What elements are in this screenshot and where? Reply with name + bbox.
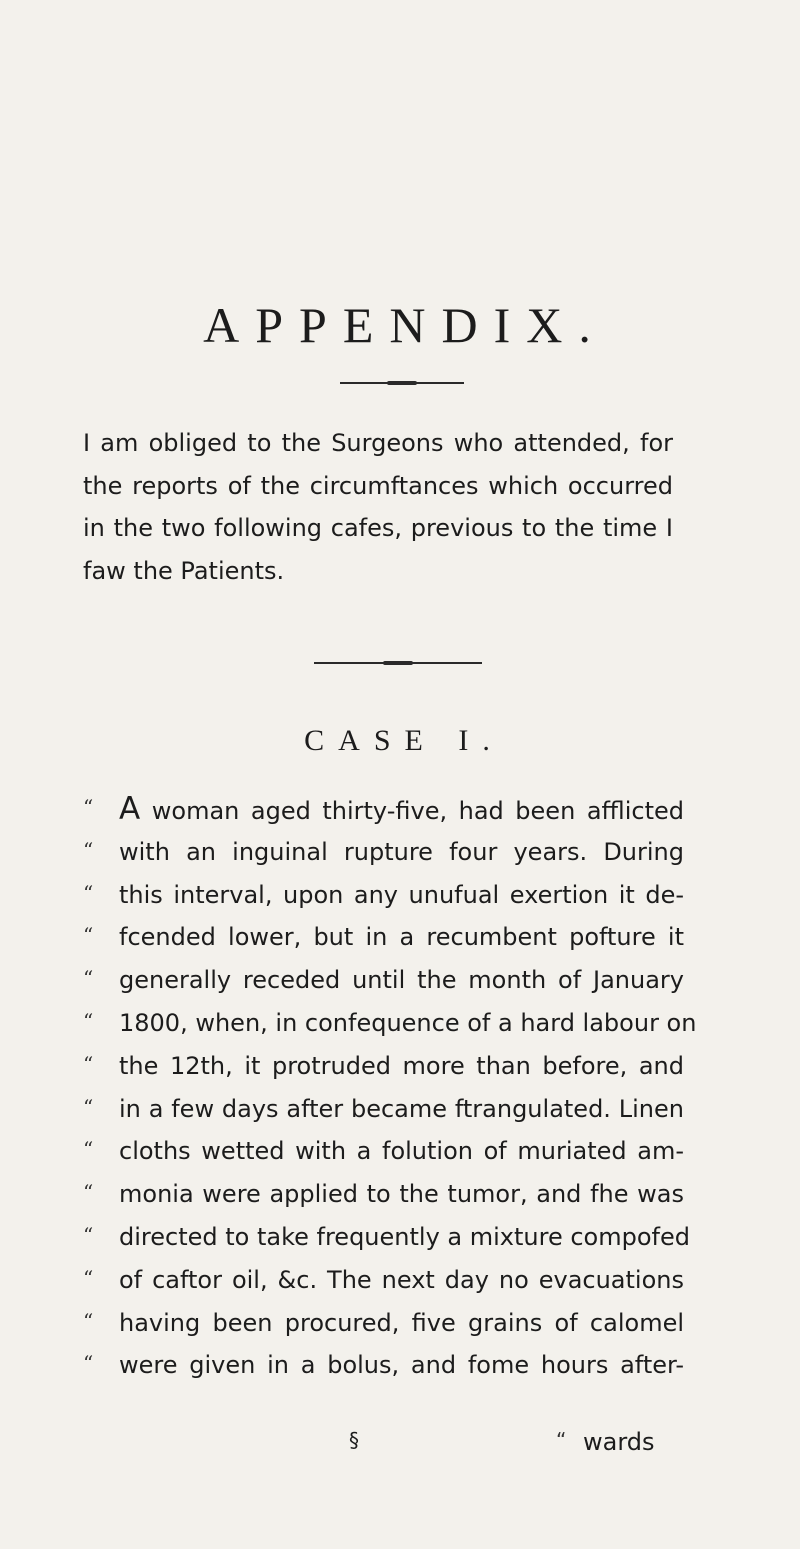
quote-mark: “ — [83, 1137, 94, 1162]
text-line — [83, 788, 683, 831]
line-text: in a few days after became ftrangulated. Linen — [119, 1094, 684, 1123]
line-text: the 12th, it protruded more than before, and — [119, 1051, 684, 1080]
text-line — [83, 1216, 690, 1259]
text-line — [83, 831, 683, 874]
quote-mark: “ — [83, 1051, 94, 1076]
quote-mark: “ — [83, 1351, 94, 1376]
case-text-block — [83, 788, 697, 1387]
text-line — [83, 1130, 683, 1173]
intro-text: I am obliged to the Surgeons who attended, for the reports of the circumftances which occurred in the two following cafes, previous to the time I faw the Patients. — [83, 429, 673, 585]
line-text: monia were applied to the tumor, and fhe was — [119, 1180, 684, 1209]
text-line — [83, 916, 683, 959]
line-text: with an inguinal rupture four years. During — [119, 837, 684, 866]
intro-paragraph — [83, 422, 673, 592]
catchword: wards — [583, 1428, 655, 1456]
appendix-heading: APPENDIX. — [203, 297, 607, 353]
line-text: A woman aged thirty-five, had been afflicted — [119, 791, 684, 827]
line-text: this interval, upon any unufual exertion it de- — [119, 880, 684, 909]
text-line — [83, 1302, 683, 1345]
ornamental-rule-middle — [314, 662, 482, 664]
quote-mark: “ — [83, 795, 94, 819]
quote-mark: “ — [83, 1180, 94, 1205]
text-line — [83, 1344, 683, 1387]
text-line — [83, 1173, 683, 1216]
quote-mark: “ — [83, 1308, 94, 1333]
quote-mark: “ — [83, 1222, 94, 1247]
line-text: 1800, when, in confequence of a hard labour on — [119, 1008, 697, 1037]
line-text: cloths wetted with a folution of muriated am- — [119, 1137, 684, 1166]
line-text: generally receded until the month of January — [119, 966, 684, 995]
quote-mark: “ — [83, 880, 94, 905]
line-text: fcended lower, but in a recumbent pofture it — [119, 923, 684, 952]
text-line — [83, 874, 683, 917]
text-line — [83, 959, 683, 1002]
catchword-quote: “ — [556, 1428, 567, 1452]
line-text: directed to take frequently a mixture compofed — [119, 1222, 690, 1251]
case-title: CASE I. — [304, 724, 504, 757]
ornamental-rule-top — [340, 382, 464, 384]
signature-mark: § — [349, 1428, 359, 1452]
text-line — [83, 1088, 683, 1131]
text-line — [83, 1045, 683, 1088]
text-line — [83, 1259, 683, 1302]
quote-mark: “ — [83, 837, 94, 862]
line-text: were given in a bolus, and fome hours after- — [119, 1351, 684, 1380]
line-text: having been procured, five grains of calomel — [119, 1308, 684, 1337]
line-text: of caftor oil, &c. The next day no evacuations — [119, 1265, 684, 1294]
quote-mark: “ — [83, 1008, 94, 1033]
quote-mark: “ — [83, 1265, 94, 1290]
page-footer — [83, 1428, 683, 1468]
text-line — [83, 1002, 697, 1045]
quote-mark: “ — [83, 966, 94, 991]
quote-mark: “ — [83, 1094, 94, 1119]
quote-mark: “ — [83, 923, 94, 948]
